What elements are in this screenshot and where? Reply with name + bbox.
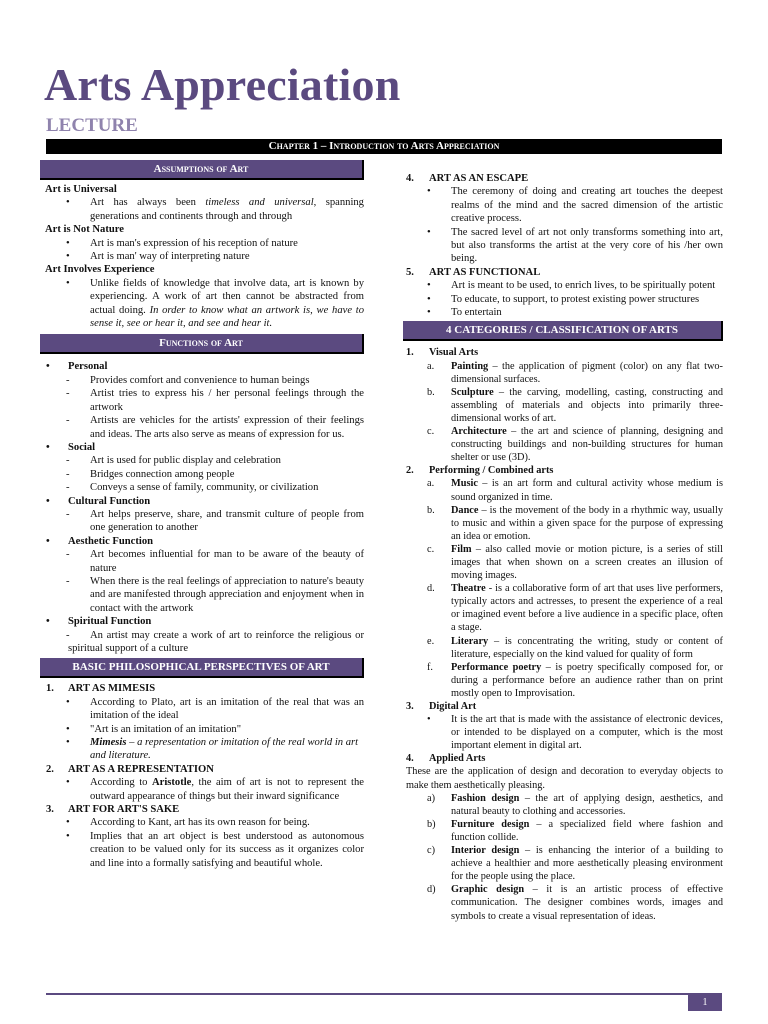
item-text: Art becomes influential for man to be aware of the beauty of nature [90,549,364,574]
category-applied-title [403,752,723,765]
item-text: Art is man's expression of his reception of nature [90,237,298,249]
letter-marker: c. [427,543,435,555]
item-text: When there is the real feelings of appreciation to nature's beauty and are manifested through appreciation and enjoyment when in contact with the artwork [90,575,364,614]
letter-marker: e. [427,635,435,647]
perspective-item [40,736,364,763]
item-text: "Art is an imitation of an imitation" [90,723,242,735]
item-text: Artists are vehicles for the artists' expression of their feelings and ideas. The arts also serve as means of expression for us. [90,415,364,440]
bullet-marker: • [66,777,70,789]
letter-marker: a. [427,360,435,372]
function-item [40,481,364,494]
function-title-text: Spiritual Function [68,616,152,628]
letter-marker: c) [427,845,435,857]
function-item [40,454,364,467]
item-text: – the carving, modelling, casting, constructing and assembling of materials and objects into primarily three-dimensional works of art. [451,386,723,424]
category-item [403,635,723,661]
item-term: Music [451,478,478,490]
item-term: Mimesis [90,737,127,749]
perspectives-section [40,682,364,870]
bullet-marker: • [427,293,431,305]
function-title-text: Social [68,441,96,453]
bullet-marker: • [427,186,431,198]
letter-marker: a. [427,478,435,490]
item-text: , the aim of art is not to represent the outward appearance of things but their inward significance [90,777,364,802]
number-marker: 5. [406,266,414,278]
function-item [40,468,364,481]
item-text: According to Plato, art is an imitation of the real that was an imitation of the ideal [90,696,364,722]
bullet-marker: • [427,226,431,238]
function-item [40,575,364,615]
letter-marker: d) [427,884,436,896]
item-text: It is the art that is made with the assistance of electronic devices, or intended to be displayed on a computer, which is the most important element in digital art. [451,714,723,752]
function-item [40,374,364,387]
item-term: Dance [451,504,479,516]
category-item [403,543,723,582]
perspective-5-title [403,266,723,279]
item-text: – is an art form and cultural activity whose medium is sound organized in time. [451,478,723,503]
category-visual-title [403,346,723,359]
item-text: Art is man' way of interpreting nature [90,251,250,263]
perspective-2-title [40,763,364,776]
perspective-item [403,226,723,266]
perspective-item [40,696,364,723]
item-text: – is concentrating the writing, study or content of literature, especially on the kind valued for quality of form [451,635,723,660]
bullet-marker: • [46,495,50,507]
bullet-marker: • [427,280,431,292]
dash-marker: - [66,575,70,587]
dash-marker: - [66,629,70,641]
item-text: – a representation or imitation of the real world in art and literature. [90,737,359,762]
category-item [403,477,723,503]
assumption-universal-item [40,196,364,223]
function-item [40,387,364,414]
item-emphasis: timeless and universal [205,197,314,209]
bullet-marker: • [66,830,70,842]
category-performing-title [403,464,723,477]
function-item [40,414,364,441]
assumption-universal-title: Art is Universal [45,184,117,195]
category-title-text: Applied Arts [429,753,486,765]
applied-intro: These are the application of design and decoration to everyday objects to make them aesthetically pleasing. [406,766,723,791]
number-marker: 4. [406,173,414,184]
function-aesthetic-title [40,535,364,548]
item-text: Implies that an art object is best understood as autonomous creation to be valued only for its success as it organizes color and line into a formally satisfying and beautiful whole. [90,830,364,869]
category-item [403,582,723,634]
item-text: According to [90,777,152,789]
item-term: Furniture design [451,818,530,830]
item-text: – is the movement of the body in a rhythmic way, usually to music and within a given space for the purpose of expressing an idea or emotion. [451,504,723,542]
item-term: Sculpture [451,386,494,398]
bullet-marker: • [46,361,50,373]
perspective-title-text: ART AS AN ESCAPE [429,173,529,184]
dash-marker: - [66,468,70,480]
item-text: – is poetry specifically composed for, or during a performance before an audience rather than on print mostly open to Improvisation. [451,661,723,699]
perspective-3-title [40,803,364,816]
perspective-item [40,723,364,736]
item-text: Provides comfort and convenience to human beings [90,374,310,386]
perspective-title-text: ART AS MIMESIS [68,683,156,695]
item-term: Theatre [451,583,486,595]
item-term: Architecture [451,426,507,438]
perspective-item [403,306,723,319]
perspective-title-text: ART AS A REPRESENTATION [68,763,214,775]
dash-marker: - [66,549,70,561]
item-term: Performance poetry [451,661,542,673]
function-title-text: Aesthetic Function [68,535,154,547]
bullet-marker: • [427,714,431,726]
category-item [403,386,723,425]
item-text: The sacred level of art not only transforms something into art, but also transforms the artist at the very core of his /her own being. [451,226,723,265]
bullet-marker: • [66,696,70,708]
section-header-categories: 4 CATEGORIES / CLASSIFICATION OF ARTS [403,321,723,341]
category-item [403,504,723,543]
functions-section [40,360,364,655]
perspective-title-text: ART FOR ART'S SAKE [68,804,180,816]
function-title-text: Personal [68,361,108,373]
document-subtitle: LECTURE [46,115,138,136]
perspective-item [40,776,364,803]
perspective-4-title [403,172,723,185]
number-marker: 3. [406,701,414,712]
dash-marker: - [66,374,70,386]
item-text: The ceremony of doing and creating art touches the deepest realms of the mind and the sacred dimension of the artistic creative process. [451,186,723,225]
letter-marker: c. [427,426,435,438]
letter-marker: d. [427,583,435,595]
dash-marker: - [66,508,70,520]
assumption-experience-title: Art Involves Experience [45,264,155,276]
number-marker: 1. [406,347,414,359]
bullet-marker: • [66,277,70,289]
item-text: – the application of pigment (color) on any flat two-dimensional surfaces. [451,360,723,385]
bullet-marker: • [46,535,50,547]
item-term: Fashion design [451,792,520,804]
category-item [403,425,723,464]
bullet-marker: • [66,723,70,735]
category-item [403,818,723,844]
right-column [403,172,723,923]
function-item [40,508,364,535]
perspectives-continued [403,172,723,319]
perspective-item [403,279,723,292]
assumption-nature-item [40,237,364,250]
dash-marker: - [66,455,70,467]
perspective-1-title [40,682,364,695]
item-text: Conveys a sense of family, community, or civilization [90,482,319,494]
assumption-nature-title: Art is Not Nature [45,224,124,236]
letter-marker: a) [427,792,435,804]
section-header-perspectives: BASIC PHILOSOPHICAL PERSPECTIVES OF ART [40,658,364,678]
category-title-text: Performing / Combined arts [429,465,554,477]
function-spiritual-title [40,615,364,628]
bullet-marker: • [66,817,70,829]
assumption-nature-item [40,250,364,263]
perspective-item [403,185,723,225]
item-text: – the art of applying design, aesthetics, and natural beauty to clothing and accessories. [451,792,723,817]
function-item [40,548,364,575]
item-term: Painting [451,360,489,372]
categories-section [403,346,723,922]
bullet-marker: • [66,237,70,249]
category-item [403,360,723,386]
left-column [40,160,364,870]
item-text: Art helps preserve, share, and transmit culture of people from one generation to another [90,508,364,534]
category-item [403,713,723,752]
bullet-marker: • [427,307,431,319]
number-marker: 2. [46,763,54,775]
item-text: An artist may create a work of art to reinforce the religious or spiritual support of a culture [68,629,364,654]
document-title: Arts Appreciation [44,59,401,110]
function-title-text: Cultural Function [68,495,151,507]
letter-marker: b) [427,818,436,830]
item-term: Film [451,543,472,555]
dash-marker: - [66,388,70,400]
perspective-title-text: ART AS FUNCTIONAL [429,266,541,278]
number-marker: 4. [406,753,414,765]
item-term: Interior design [451,845,520,857]
item-text: – also called movie or motion picture, is a series of still images that when shown on a screen creates an illusion of moving images. [451,543,723,582]
item-text: – a specialized field where fashion and function collide. [451,818,723,843]
bullet-marker: • [46,616,50,628]
dash-marker: - [66,482,70,494]
item-term: Literary [451,635,489,647]
section-header-assumptions: Assumptions of Art [40,160,364,180]
category-title-text: Visual Arts [429,347,479,359]
page-number: 1 [688,995,722,1011]
category-item [403,844,723,883]
category-title-text: Digital Art [429,701,477,712]
item-text: Art is meant to be used, to enrich lives, to be spiritually potent [451,280,716,292]
item-text: According to Kant, art has its own reason for being. [90,817,310,829]
function-personal-title [40,360,364,373]
letter-marker: f. [427,661,434,673]
number-marker: 1. [46,683,54,695]
item-name: Aristotle [151,777,192,789]
letter-marker: b. [427,386,435,398]
item-emphasis: In order to know what an artwork is, we have to sense it, see or hear it, and see and hear it. [90,304,364,330]
bullet-marker: • [46,441,50,453]
category-item [403,661,723,700]
function-cultural-title [40,495,364,508]
bullet-marker: • [66,197,70,209]
function-item [40,629,364,656]
assumption-experience-item [40,277,364,331]
item-text: - is a collaborative form of art that uses live performers, typically actors and actresses, to present the experience of a real or imagined event before a live audience in a specific place, often a stage. [451,583,723,634]
item-text: – is enhancing the interior of a building to achieve a healthier and more aesthetically pleasing environment for the people using the place. [451,845,724,883]
perspective-item [403,293,723,306]
perspective-item [40,816,364,829]
item-term: Graphic design [451,884,525,896]
number-marker: 3. [46,804,54,816]
letter-marker: b. [427,504,435,516]
item-text: – the art and science of planning, designing and constructing buildings and non-building structures for human shelter or use (3D). [451,426,723,464]
footer-rule [46,993,722,995]
item-text: Art has always been [90,197,206,209]
number-marker: 2. [406,465,414,477]
item-text: – it is an artistic process of effective communication. The designer combines words, images and symbols to create a visual representation of ideas. [451,884,723,922]
category-digital-title [403,700,723,713]
assumptions-section [40,183,364,330]
item-text: To educate, to support, to protest existing power structures [451,293,700,305]
perspective-item [40,830,364,870]
item-text: Art is used for public display and celebration [90,455,281,467]
chapter-banner: Chapter 1 – Introduction to Arts Appreciation [46,139,722,154]
bullet-marker: • [66,737,70,749]
dash-marker: - [66,415,70,427]
function-social-title [40,441,364,454]
section-header-functions: Functions of Art [40,334,364,354]
category-item [403,792,723,818]
category-item [403,883,723,922]
item-text: Artist tries to express his / her personal feelings through the artwork [90,388,364,413]
item-text: Unlike fields of knowledge that involve data, art is known by experiencing. A work of art then cannot be abstracted from actual doing. [90,277,364,316]
bullet-marker: • [66,251,70,263]
item-text: , spanning generations and continents through and through [90,197,364,222]
item-text: To entertain [451,307,502,319]
item-text: Bridges connection among people [90,468,235,480]
